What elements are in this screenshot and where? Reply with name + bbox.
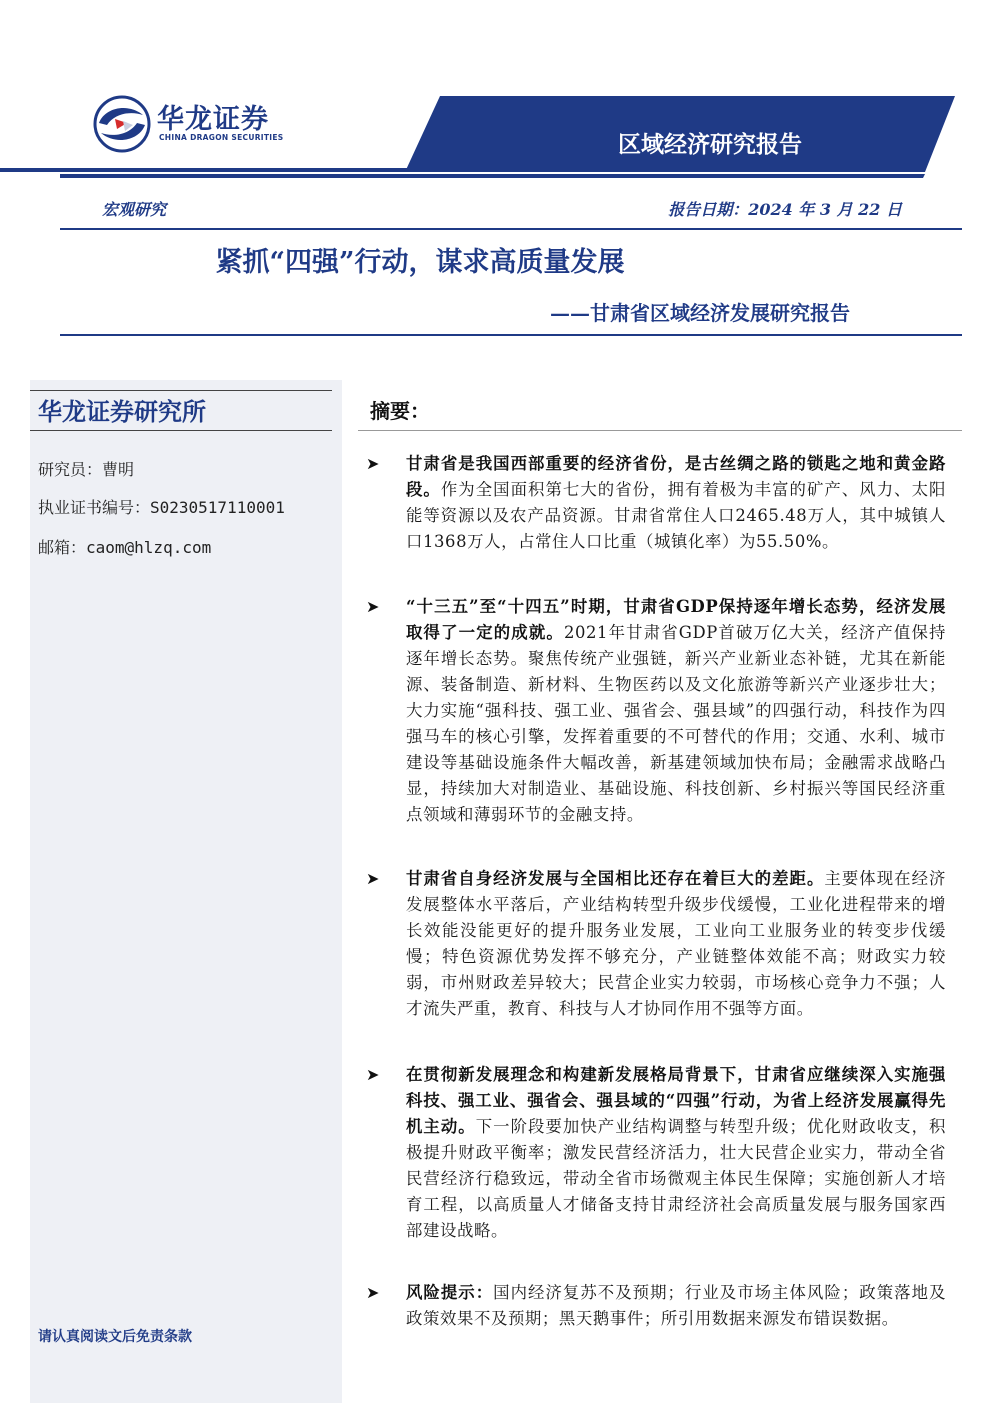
sidebar-divider-top (30, 390, 332, 391)
arrow-bullet-icon: ➤ (366, 1065, 380, 1084)
license-number: 执业证书编号：S0230517110001 (38, 498, 285, 517)
summary-divider (358, 430, 962, 431)
bullet-lead: “十三五”至“十四五”时期，甘肃省GDP保持逐年增长态势，经济发展取得了一定的成就。 (406, 597, 946, 642)
institute-name: 华龙证券研究所 (38, 398, 206, 426)
analyst-email: 邮箱：caom@hlzq.com (38, 538, 212, 557)
bullet-text (406, 866, 946, 1022)
analyst-name: 研究员：曹明 (38, 460, 135, 479)
arrow-bullet-icon: ➤ (366, 1283, 380, 1302)
page-title: 紧抓“四强”行动，谋求高质量发展 (215, 247, 625, 278)
bullet-body: 下一阶段要加快产业结构调整与转型升级；优化财政收支，积极提升财政平衡率；激发民营经济活力，壮大民营企业实力，带动全省民营经济行稳致远，带动全省市场微观主体民生保障；实施创新人才培育工程，以高质量人才储备支持甘肃经济社会高质量发展与服务国家西部建设战略。 (406, 1117, 946, 1240)
page-subtitle: ——甘肃省区域经济发展研究报告 (550, 301, 850, 325)
summary-heading: 摘要： (370, 399, 430, 423)
bullet-body: 国内经济复苏不及预期；行业及市场主体风险；政策落地及政策效果不及预期；黑天鹅事件；所引用数据来源发布错误数据。 (406, 1283, 946, 1328)
logo-chinese-text: 华龙证券 (157, 104, 269, 135)
bullet-text (406, 1062, 946, 1244)
arrow-bullet-icon: ➤ (366, 597, 380, 616)
header-divider (60, 228, 962, 230)
bullet-text (406, 594, 946, 828)
report-date: 报告日期：2024 年 3 月 22 日 (668, 200, 902, 219)
bullet-body: 2021年甘肃省GDP首破万亿大关，经济产值保持逐年增长态势。聚焦传统产业强链，新兴产业新业态补链，尤其在新能源、装备制造、新材料、生物医药以及文化旅游等新兴产业逐步壮大；大力实施“强科技、强工业、强省会、强县域”的四强行动，科技作为四强马车的核心引擎，发挥着重要的不可替代的作用；交通、水利、城市建设等基础设施条件大幅改善，新基建领域加快布局；金融需求战略凸显，持续加大对制造业、基础设施、科技创新、乡村振兴等国民经济重点领域和薄弱环节的金融支持。 (406, 623, 946, 824)
title-divider (60, 334, 962, 336)
arrow-bullet-icon: ➤ (366, 454, 380, 473)
bullet-lead: 甘肃省自身经济发展与全国相比还存在着巨大的差距。 (406, 869, 825, 888)
disclaimer-note: 请认真阅读文后免责条款 (38, 1329, 192, 1345)
bullet-lead: 在贯彻新发展理念和构建新发展格局背景下，甘肃省应继续深入实施强科技、强工业、强省会、强县域的“四强”行动，为省上经济发展赢得先机主动。 (406, 1065, 946, 1136)
bullet-body: 主要体现在经济发展整体水平落后，产业结构转型升级步伐缓慢，工业化进程带来的增长效能没能更好的提升服务业发展，工业向工业服务业的转变步伐缓慢；特色资源优势发挥不够充分，产业链整体效能不高；财政实力较弱，市州财政差异较大；民营企业实力较弱，市场核心竞争力不强；人才流失严重，教育、科技与人才协同作用不强等方面。 (406, 869, 946, 1018)
sidebar-panel (30, 380, 342, 1403)
bullet-body: 作为全国面积第七大的省份，拥有着极为丰富的矿产、风力、太阳能等资源以及农产品资源。甘肃省常住人口2465.48万人，其中城镇人口1368万人，占常住人口比重（城镇化率）为55.50%。 (406, 480, 946, 551)
arrow-bullet-icon: ➤ (366, 869, 380, 888)
sidebar-divider-bottom (30, 430, 332, 431)
bullet-lead: 甘肃省是我国西部重要的经济省份，是古丝绸之路的锁匙之地和黄金路段。 (406, 454, 946, 499)
report-category: 宏观研究 (102, 200, 167, 219)
logo-english-text: CHINA DRAGON SECURITIES (159, 133, 284, 142)
report-type-label: 区域经济研究报告 (618, 131, 802, 158)
bullet-text (406, 451, 946, 555)
bullet-lead: 风险提示： (406, 1283, 494, 1302)
bullet-text (406, 1280, 946, 1332)
